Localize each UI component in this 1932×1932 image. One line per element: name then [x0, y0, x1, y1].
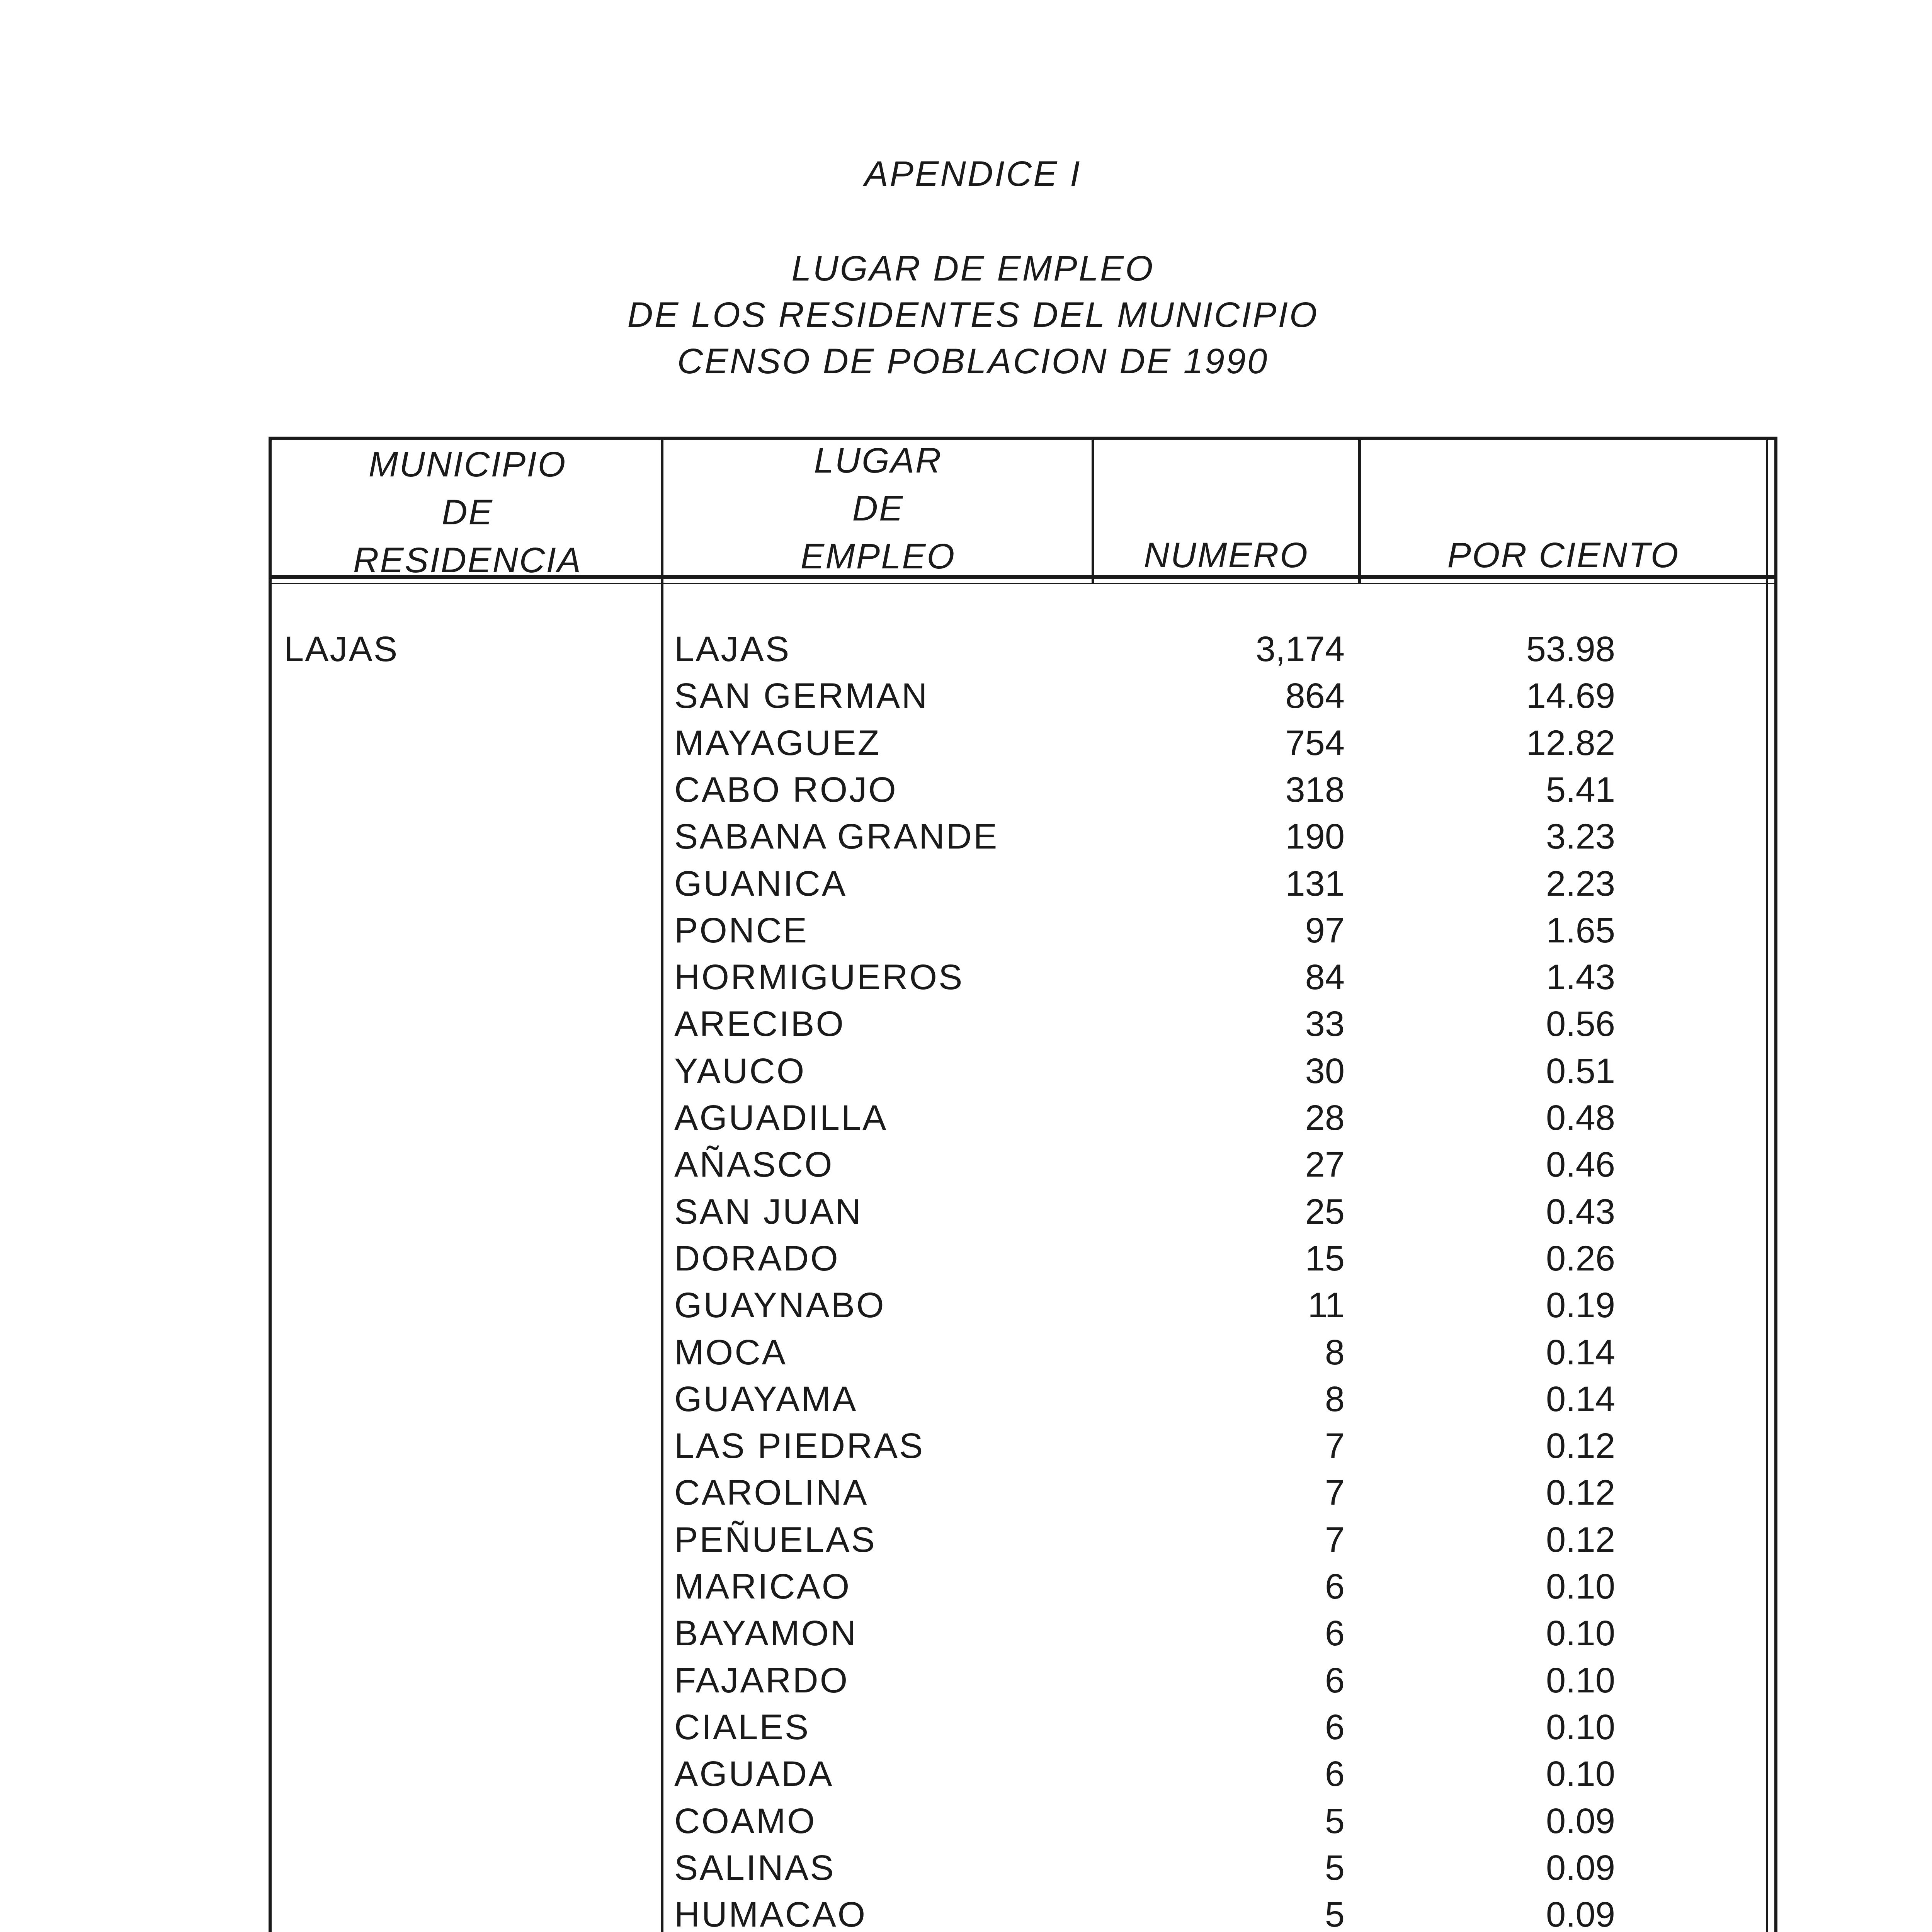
- row-number: 6: [1325, 1614, 1345, 1653]
- row-percent: 0.12: [1546, 1473, 1615, 1512]
- document-title-line-1: LUGAR DE EMPLEO: [791, 249, 1155, 288]
- row-number: 5: [1325, 1848, 1345, 1888]
- row-place: DORADO: [674, 1239, 840, 1278]
- row-percent: 0.09: [1546, 1848, 1615, 1888]
- row-number: 6: [1325, 1708, 1345, 1747]
- row-place: HUMACAO: [674, 1895, 867, 1932]
- row-percent: 0.48: [1546, 1098, 1615, 1138]
- row-place: MAYAGUEZ: [674, 723, 881, 763]
- row-percent: 1.43: [1546, 957, 1615, 997]
- row-place: BAYAMON: [674, 1614, 858, 1653]
- row-number: 5: [1325, 1895, 1345, 1932]
- row-place: FAJARDO: [674, 1661, 849, 1700]
- column-header-lugar-line-1: LUGAR: [814, 441, 942, 480]
- document-title-line-3: CENSO DE POBLACION DE 1990: [677, 342, 1269, 381]
- row-place: SALINAS: [674, 1848, 835, 1888]
- row-number: 27: [1305, 1145, 1345, 1184]
- column-header-municipio-line-1: MUNICIPIO: [368, 445, 567, 484]
- row-place: GUAYAMA: [674, 1379, 858, 1419]
- table-right-border-inner: [1766, 437, 1768, 1932]
- row-place: COAMO: [674, 1801, 816, 1841]
- row-place: PONCE: [674, 911, 809, 950]
- row-place: SAN GERMAN: [674, 676, 929, 716]
- row-number: 7: [1325, 1473, 1345, 1512]
- row-percent: 0.10: [1546, 1567, 1615, 1606]
- row-percent: 0.26: [1546, 1239, 1615, 1278]
- row-percent: 0.19: [1546, 1286, 1615, 1325]
- table-right-border: [1774, 437, 1777, 1932]
- row-percent: 0.56: [1546, 1004, 1615, 1044]
- row-percent: 0.12: [1546, 1520, 1615, 1560]
- row-place: AGUADILLA: [674, 1098, 888, 1138]
- row-percent: 14.69: [1526, 676, 1615, 716]
- row-place: AGUADA: [674, 1754, 834, 1794]
- row-number: 754: [1285, 723, 1345, 763]
- row-percent: 0.12: [1546, 1426, 1615, 1466]
- row-percent: 0.10: [1546, 1661, 1615, 1700]
- residence-municipality: LAJAS: [284, 629, 399, 669]
- row-number: 190: [1285, 817, 1345, 856]
- column-header-lugar-line-3: EMPLEO: [800, 537, 956, 576]
- row-place: ARECIBO: [674, 1004, 845, 1044]
- column-header-municipio-line-3: RESIDENCIA: [353, 541, 582, 580]
- row-number: 11: [1308, 1286, 1345, 1325]
- row-number: 25: [1305, 1192, 1345, 1231]
- row-number: 8: [1325, 1333, 1345, 1372]
- column-header-municipio-line-2: DE: [442, 493, 493, 532]
- table-left-border: [269, 437, 272, 1932]
- row-number: 8: [1325, 1379, 1345, 1419]
- column-header-lugar-line-2: DE: [852, 489, 904, 528]
- row-percent: 2.23: [1546, 864, 1615, 903]
- row-percent: 0.09: [1546, 1895, 1615, 1932]
- row-percent: 0.43: [1546, 1192, 1615, 1231]
- column-header-por-ciento: POR CIENTO: [1447, 536, 1680, 575]
- row-place: CIALES: [674, 1708, 810, 1747]
- row-number: 28: [1305, 1098, 1345, 1138]
- row-percent: 1.65: [1546, 911, 1615, 950]
- row-number: 84: [1305, 957, 1345, 997]
- row-number: 33: [1305, 1004, 1345, 1044]
- row-number: 7: [1325, 1520, 1345, 1560]
- row-number: 30: [1305, 1051, 1345, 1091]
- row-place: CABO ROJO: [674, 770, 898, 810]
- column-divider-3: [1358, 440, 1361, 583]
- row-number: 6: [1325, 1754, 1345, 1794]
- row-percent: 0.14: [1546, 1333, 1615, 1372]
- row-place: LAJAS: [674, 629, 791, 669]
- row-place: SAN JUAN: [674, 1192, 862, 1231]
- row-percent: 12.82: [1526, 723, 1615, 763]
- row-percent: 0.10: [1546, 1708, 1615, 1747]
- row-percent: 5.41: [1546, 770, 1615, 810]
- row-number: 6: [1325, 1661, 1345, 1700]
- row-number: 131: [1285, 864, 1345, 903]
- row-percent: 0.51: [1546, 1051, 1615, 1091]
- row-number: 5: [1325, 1801, 1345, 1841]
- row-number: 318: [1285, 770, 1345, 810]
- document-title-line-2: DE LOS RESIDENTES DEL MUNICIPIO: [627, 295, 1319, 335]
- row-number: 3,174: [1255, 629, 1345, 669]
- column-header-lugar: [665, 437, 1092, 580]
- row-percent: 0.14: [1546, 1379, 1615, 1419]
- column-header-numero: NUMERO: [1144, 536, 1309, 575]
- row-place: MOCA: [674, 1333, 787, 1372]
- row-percent: 0.10: [1546, 1614, 1615, 1653]
- row-number: 15: [1305, 1239, 1345, 1278]
- row-number: 97: [1305, 911, 1345, 950]
- row-place: MARICAO: [674, 1567, 851, 1606]
- row-number: 6: [1325, 1567, 1345, 1606]
- row-percent: 0.09: [1546, 1801, 1615, 1841]
- row-percent: 0.10: [1546, 1754, 1615, 1794]
- column-header-municipio: [274, 440, 661, 584]
- row-place: HORMIGUEROS: [674, 957, 964, 997]
- row-percent: 53.98: [1526, 629, 1615, 669]
- row-number: 7: [1325, 1426, 1345, 1466]
- row-percent: 3.23: [1546, 817, 1615, 856]
- row-place: PEÑUELAS: [674, 1520, 876, 1560]
- appendix-title: APENDICE I: [864, 154, 1082, 194]
- row-place: GUAYNABO: [674, 1286, 886, 1325]
- row-place: GUANICA: [674, 864, 847, 903]
- column-divider-1: [661, 440, 663, 1932]
- row-number: 864: [1285, 676, 1345, 716]
- row-place: LAS PIEDRAS: [674, 1426, 925, 1466]
- row-place: AÑASCO: [674, 1145, 834, 1184]
- row-place: CAROLINA: [674, 1473, 869, 1512]
- row-place: SABANA GRANDE: [674, 817, 999, 856]
- column-divider-2: [1092, 440, 1094, 583]
- row-place: YAUCO: [674, 1051, 806, 1091]
- row-percent: 0.46: [1546, 1145, 1615, 1184]
